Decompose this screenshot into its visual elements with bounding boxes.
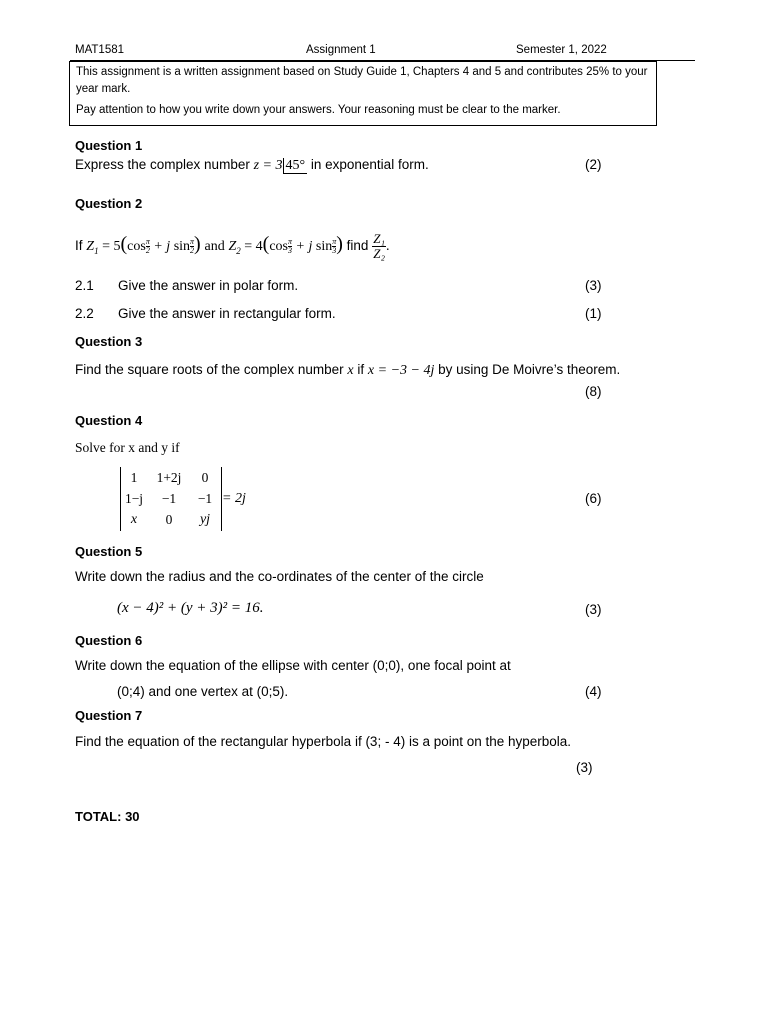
total-marks: TOTAL: 30 [75, 809, 140, 824]
q5-equation: (x − 4)² + (y + 3)² = 16. [117, 600, 264, 616]
q3-if: if [357, 362, 365, 377]
question-3-title: Question 3 [75, 334, 143, 349]
q2-part-1-number: 2.1 [75, 278, 94, 293]
question-5-title: Question 5 [75, 544, 143, 559]
notice-line-2: Pay attention to how you write down your answers. Your reasoning must be clear to the marker. [76, 104, 561, 116]
question-3-text [75, 362, 620, 379]
matrix-cell: 1−j [124, 490, 144, 506]
question-4-text: Solve for x and y if [75, 440, 180, 455]
question-6-line-1: Write down the equation of the ellipse with center (0;0), one focal point at [75, 658, 511, 673]
question-7-marks: (3) [576, 760, 593, 775]
q3-text-after: by using De Moivre’s theorem. [438, 362, 621, 377]
matrix-cell: 1+2j [156, 469, 182, 485]
question-5-marks: (3) [585, 602, 602, 617]
notice-line-1: This assignment is a written assignment based on Study Guide 1, Chapters 4 and 5 and contributes 25% to your year mark. [76, 66, 648, 95]
question-2-equation: If $Z_1 = 5(\cos$ $\frac{\pi}{2} + j$ sin $\frac{\pi}{2}$) and $Z_2 = 4(\cos$ $\frac{\pi}{3} + j$ sin $\frac{\pi}{3}$) find $\frac{\text{Z₁}}{\text{Z₂}}$ . [75, 230, 390, 261]
q2-find: find [346, 238, 369, 253]
q1-text-after: in exponential form. [310, 157, 429, 172]
matrix-cell: 1 [130, 469, 138, 485]
q3-var: x [347, 363, 354, 378]
q1-text-before: Express the complex number [75, 157, 250, 172]
question-4-marks: (6) [585, 491, 602, 506]
matrix-cell: 0 [201, 469, 209, 485]
q2-part-2-marks: (1) [585, 306, 602, 321]
matrix-cell: x [130, 511, 138, 527]
matrix-cell: 0 [165, 511, 173, 527]
question-1-text [75, 157, 429, 174]
q2-z2: $Z_2 = 4(\cos$ $\frac{\pi}{3} + j$ sin $\frac{\pi}{3}$) [228, 233, 343, 256]
q2-if: If [75, 238, 83, 253]
q2-part-1-text: Give the answer in polar form. [118, 278, 299, 293]
q3-text-before: Find the square roots of the complex number [75, 362, 344, 377]
question-7-text: Find the equation of the rectangular hyperbola if (3; - 4) is a point on the hyperbola. [75, 734, 572, 749]
question-6-line-2: (0;4) and one vertex at (0;5). [117, 684, 289, 699]
q2-part-2-number: 2.2 [75, 306, 94, 321]
matrix-cell: yj [199, 511, 211, 527]
question-2-title: Question 2 [75, 196, 143, 211]
q4-matrix [121, 467, 219, 530]
question-5-text: Write down the radius and the co-ordinates of the center of the circle [75, 569, 484, 584]
course-code: MAT1581 [75, 44, 125, 56]
question-7-title: Question 7 [75, 708, 143, 723]
q2-part-1-marks: (3) [585, 278, 602, 293]
q4-determinant [120, 467, 222, 531]
matrix-cell: −1 [161, 490, 177, 506]
question-1-title: Question 1 [75, 138, 143, 153]
question-3-marks: (8) [585, 384, 602, 399]
q3-math: x = −3 − 4j [367, 363, 435, 378]
question-1-marks: (2) [585, 157, 602, 172]
assignment-title: Assignment 1 [306, 44, 376, 56]
question-4-title: Question 4 [75, 413, 143, 428]
semester-label: Semester 1, 2022 [516, 44, 607, 56]
q2-part-2-text: Give the answer in rectangular form. [118, 306, 336, 321]
q1-math-angle: 45° [283, 158, 308, 174]
question-6-title: Question 6 [75, 633, 143, 648]
q2-z1: $Z_1 = 5(\cos$ $\frac{\pi}{2} + j$ sin $\frac{\pi}{2}$) [86, 233, 201, 256]
q2-and: and [204, 239, 225, 254]
q4-rhs: = 2j [222, 491, 246, 506]
matrix-cell: −1 [197, 490, 213, 506]
q2-fraction: $\frac{\text{Z₁}}{\text{Z₂}}$ [373, 230, 385, 261]
q1-math-z: z = 3 [253, 158, 283, 173]
assignment-notice [69, 61, 657, 126]
question-6-marks: (4) [585, 684, 602, 699]
